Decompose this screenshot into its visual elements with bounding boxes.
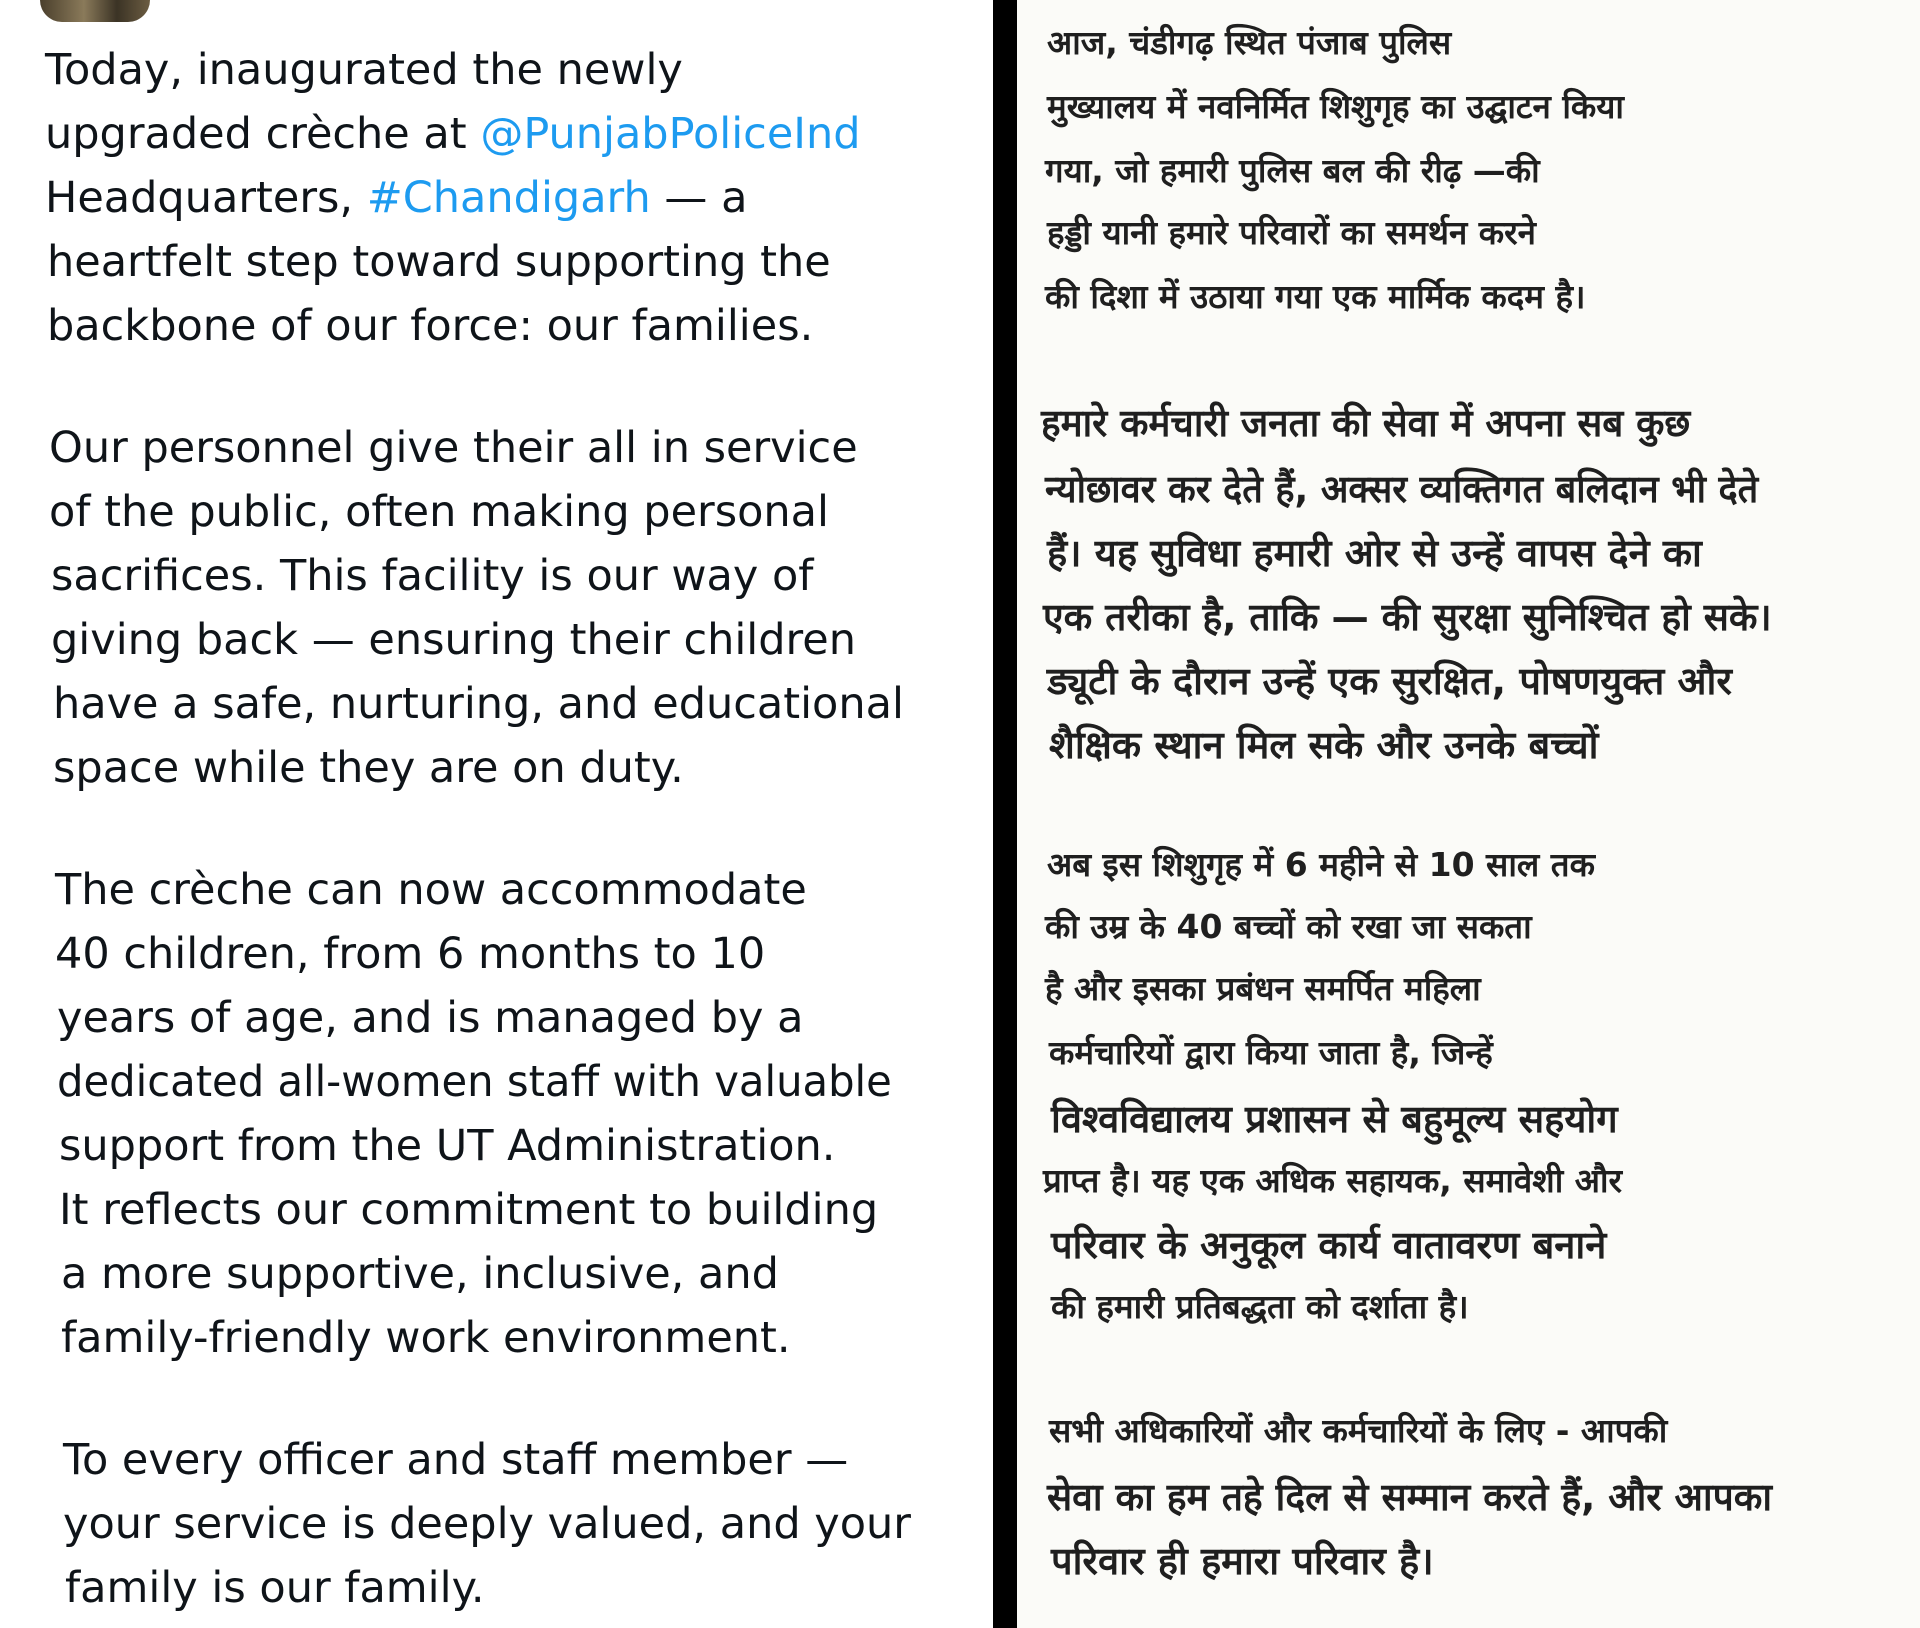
- tweet-line: [55, 928, 765, 980]
- tweet-line: [63, 1498, 911, 1550]
- tweet-text-segment: a more supportive, inclusive, and: [61, 1249, 779, 1299]
- tweet-line: [61, 1248, 779, 1300]
- tweet-text-segment: Today, inaugurated the newly: [45, 45, 683, 95]
- tweet-line: [49, 486, 829, 538]
- tweet-line: [57, 1056, 892, 1108]
- hindi-line: हड्डी यानी हमारे परिवारों का समर्थन करने: [1047, 213, 1536, 252]
- tweet-text-segment: giving back — ensuring their children: [51, 615, 856, 665]
- hindi-line: सेवा का हम तहे दिल से सम्मान करते हैं, और आपका: [1047, 1475, 1772, 1519]
- hindi-line: है और इसका प्रबंधन समर्पित महिला: [1045, 969, 1481, 1008]
- tweet-text-segment: backbone of our force: our families.: [47, 301, 814, 351]
- hindi-line: सभी अधिकारियों और कर्मचारियों के लिए - आपकी: [1049, 1411, 1668, 1450]
- tweet-text-segment: Our personnel give their all in service: [49, 423, 858, 473]
- tweet-text-segment: The crèche can now accommodate: [55, 865, 807, 915]
- hindi-line: गया, जो हमारी पुलिस बल की रीढ़ —की: [1045, 151, 1540, 190]
- tweet-line: [47, 300, 813, 352]
- hindi-line: परिवार के अनुकूल कार्य वातावरण बनाने: [1051, 1223, 1607, 1267]
- tweet-text-segment: your service is deeply valued, and your: [63, 1499, 911, 1549]
- tweet-line: [45, 172, 747, 224]
- hindi-line: मुख्यालय में नवनिर्मित शिशुगृह का उद्घाटन किया: [1047, 87, 1624, 126]
- tweet-text-segment: have a safe, nurturing, and educational: [53, 679, 904, 729]
- tweet-line: [55, 864, 807, 916]
- tweet-text-segment: family-friendly work environment.: [61, 1313, 791, 1363]
- hashtag-link[interactable]: #Chandigarh: [366, 173, 651, 223]
- mention-link[interactable]: @PunjabPoliceInd: [480, 109, 861, 159]
- hindi-line: शैक्षिक स्थान मिल सके और उनके बच्चों: [1049, 723, 1599, 767]
- tweet-line: [59, 1184, 878, 1236]
- hindi-line: हमारे कर्मचारी जनता की सेवा में अपना सब कुछ: [1041, 401, 1691, 445]
- tweet-line: [63, 1434, 848, 1486]
- tweet-line: [49, 422, 858, 474]
- tweet-line: [59, 1120, 835, 1172]
- hindi-scan-panel: [1017, 0, 1920, 1628]
- tweet-line: [57, 992, 803, 1044]
- hindi-line: अब इस शिशुगृह में 6 महीने से 10 साल तक: [1047, 845, 1595, 884]
- hindi-line: आज, चंडीगढ़ स्थित पंजाब पुलिस: [1047, 23, 1452, 62]
- hindi-line: परिवार ही हमारा परिवार है।: [1051, 1539, 1434, 1583]
- tweet-line: [53, 742, 684, 794]
- tweet-text-segment: support from the UT Administration.: [59, 1121, 836, 1171]
- tweet-text-segment: dedicated all-women staff with valuable: [57, 1057, 892, 1107]
- tweet-line: [45, 44, 683, 96]
- tweet-text-segment: 40 children, from 6 months to 10: [55, 929, 766, 979]
- tweet-text-segment: sacrifices. This facility is our way of: [51, 551, 814, 601]
- tweet-text-segment: heartfelt step toward supporting the: [47, 237, 831, 287]
- tweet-text-segment: of the public, often making personal: [49, 487, 829, 537]
- tweet-text-segment: — a: [650, 173, 748, 223]
- center-divider: [993, 0, 1017, 1628]
- tweet-text-segment: It reflects our commitment to building: [59, 1185, 879, 1235]
- tweet-text-segment: family is our family.: [65, 1563, 485, 1613]
- hindi-line: की उम्र के 40 बच्चों को रखा जा सकता: [1045, 907, 1532, 946]
- tweet-line: [47, 236, 831, 288]
- tweet-line: [51, 614, 856, 666]
- tweet-text-segment: Headquarters,: [45, 173, 367, 223]
- tweet-line: [45, 108, 861, 160]
- tweet-line: [53, 678, 904, 730]
- hindi-line: हैं। यह सुविधा हमारी ओर से उन्हें वापस देने का: [1047, 531, 1702, 575]
- hindi-line: न्योछावर कर देते हैं, अक्सर व्यक्तिगत बलिदान भी देते: [1045, 467, 1759, 511]
- tweet-line: [51, 550, 813, 602]
- hindi-line: कर्मचारियों द्वारा किया जाता है, जिन्हें: [1049, 1033, 1493, 1072]
- hindi-line: की दिशा में उठाया गया एक मार्मिक कदम है।: [1045, 277, 1586, 316]
- hindi-line: की हमारी प्रतिबद्धता को दर्शाता है।: [1051, 1287, 1469, 1326]
- hindi-line: एक तरीका है, ताकि — की सुरक्षा सुनिश्चित हो सके।: [1043, 595, 1772, 639]
- tweet-text-segment: upgraded crèche at: [45, 109, 481, 159]
- tweet-text-segment: years of age, and is managed by a: [57, 993, 804, 1043]
- tweet-text-segment: To every officer and staff member —: [63, 1435, 849, 1485]
- tweet-line: [61, 1312, 791, 1364]
- hindi-line: ड्यूटी के दौरान उन्हें एक सुरक्षित, पोषणयुक्त और: [1047, 659, 1732, 703]
- hindi-line: प्राप्त है। यह एक अधिक सहायक, समावेशी और: [1043, 1161, 1622, 1200]
- tweet-text-segment: space while they are on duty.: [53, 743, 684, 793]
- tweet-line: [65, 1562, 485, 1614]
- hindi-line: विश्वविद्यालय प्रशासन से बहुमूल्य सहयोग: [1051, 1097, 1618, 1141]
- avatar: [40, 0, 150, 22]
